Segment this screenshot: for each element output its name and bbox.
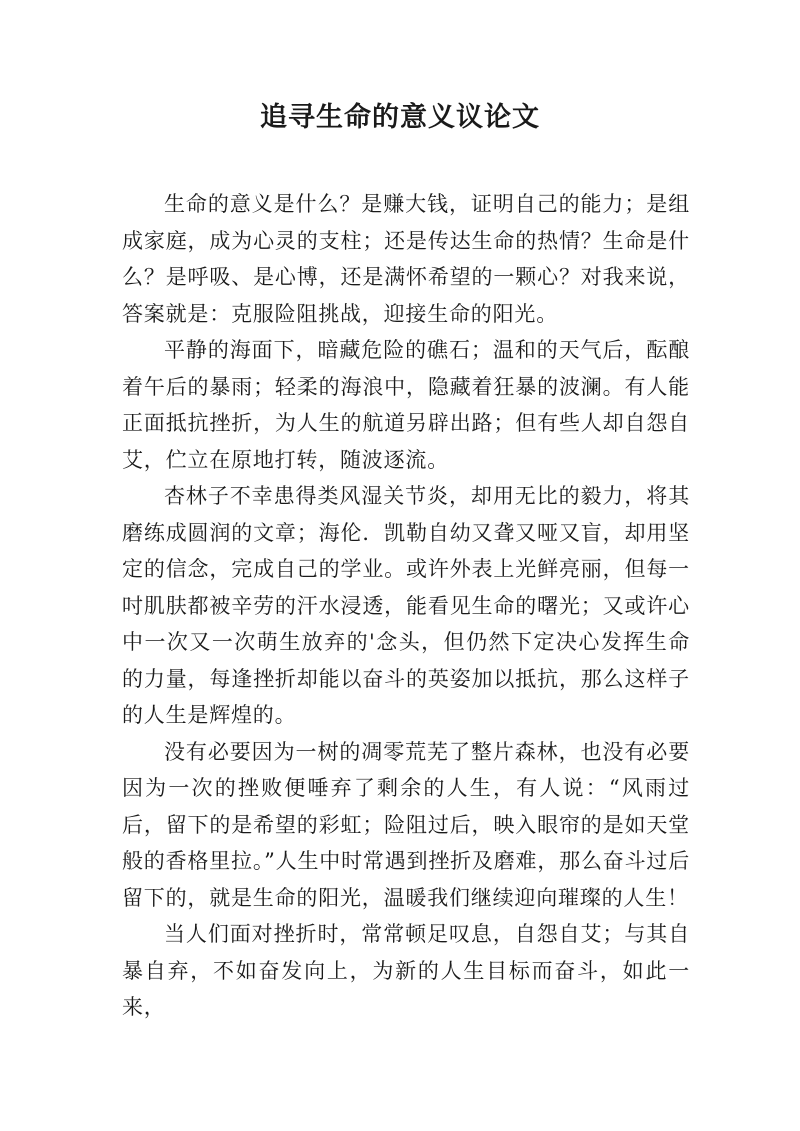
document-title: 追寻生命的意义议论文: [260, 102, 540, 133]
paragraph: 杏林子不幸患得类风湿关节炎，却用无比的毅力，将其磨练成圆润的文章；海伦．凯勒自幼又聋又哑又盲，却用坚定的信念，完成自己的学业。或许外表上光鲜亮丽，但每一吋肌肤都被辛劳的汗水浸透，能看见生命的曙光；又或许心中一次又一次萌生放弃的'念头，但仍然下定决心发挥生命的力量，每逢挫折却能以奋斗的英姿加以抵抗，那么这样子的人生是辉煌的。: [122, 484, 690, 727]
document-body: [122, 186, 690, 1026]
paragraph: 当人们面对挫折时，常常顿足叹息，自怨自艾；与其自暴自弃，不如奋发向上，为新的人生目标而奋斗，如此一来，: [122, 922, 690, 1019]
paragraph: 没有必要因为一树的凋零荒芜了整片森林，也没有必要因为一次的挫败便唾弃了剩余的人生，有人说：“风雨过后，留下的是希望的彩虹；险阻过后，映入眼帘的是如天堂般的香格里拉。”人生中时常遇到挫折及磨难，那么奋斗过后留下的，就是生命的阳光，温暖我们继续迎向璀璨的人生！: [122, 739, 690, 910]
paragraph: 生命的意义是什么？是赚大钱，证明自己的能力；是组成家庭，成为心灵的支柱；还是传达生命的热情？生命是什么？是呼吸、是心博，还是满怀希望的一颗心？对我来说，答案就是：克服险阻挑战，迎接生命的阳光。: [122, 192, 690, 326]
paragraph: 平静的海面下，暗藏危险的礁石；温和的天气后，酝酿着午后的暴雨；轻柔的海浪中，隐藏着狂暴的波澜。有人能正面抵抗挫折，为人生的航道另辟出路；但有些人却自怨自艾，伫立在原地打转，随波逐流。: [122, 338, 690, 472]
